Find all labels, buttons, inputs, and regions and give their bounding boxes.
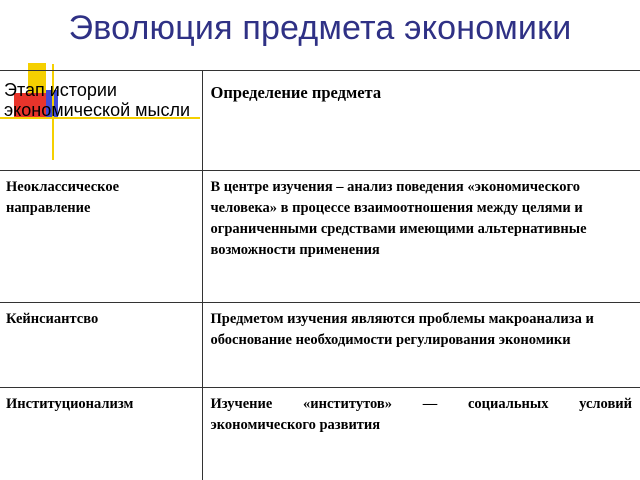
header-cell-stage (0, 71, 202, 171)
stage-name: Неоклассическое направление (0, 171, 202, 219)
table-row (0, 388, 640, 480)
stage-name: Кейнсиантсво (0, 303, 202, 330)
table-header-row (0, 71, 640, 171)
evolution-table (0, 70, 640, 479)
header-stage-label: Этап истории экономической мысли (0, 71, 202, 120)
definition-text: В центре изучения – анализ поведения «экономического человека» в процессе взаимоотношения между целями и ограниченными средствами имеющими альтернативные возможности применения (203, 171, 640, 261)
slide-title: Эволюция предмета экономики (0, 6, 640, 50)
definition-cell (202, 171, 640, 303)
header-cell-definition (202, 71, 640, 171)
stage-cell (0, 303, 202, 388)
stage-cell (0, 171, 202, 303)
table-row (0, 171, 640, 303)
definition-text: Изучение «институтов» — социальных условий экономического развития (203, 388, 640, 436)
table-row (0, 303, 640, 388)
definition-text: Предметом изучения являются проблемы макроанализа и обоснование необходимости регулирования экономики (203, 303, 640, 351)
definition-cell (202, 303, 640, 388)
stage-cell (0, 388, 202, 480)
stage-name: Институционализм (0, 388, 202, 415)
definition-cell (202, 388, 640, 480)
header-definition-label: Определение предмета (203, 71, 640, 103)
